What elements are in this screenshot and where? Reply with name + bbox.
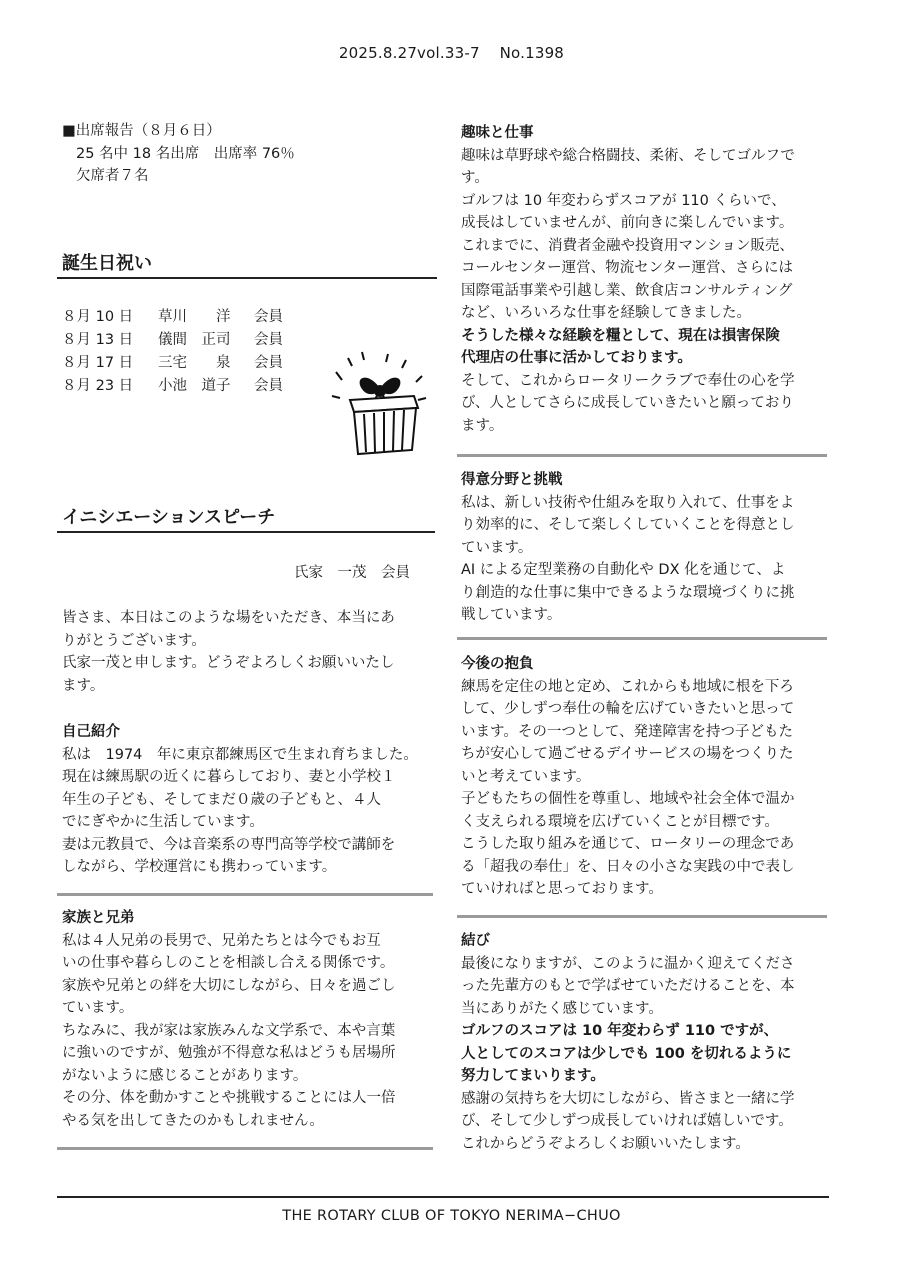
strength-line: 私は、新しい技術や仕組みを取り入れて、仕事をよ [461, 494, 795, 511]
intro-line: 皆さま、本日はこのような場をいただき、本当にあ [62, 610, 395, 626]
birthday-role: 会員 [254, 378, 283, 394]
strength-line: 戦しています。 [461, 607, 562, 623]
family-line: その分、体を動かすことや挑戦することには人一倍 [62, 1090, 396, 1106]
family-line: 家族や兄弟との絆を大切にしながら、日々を過ごし [62, 977, 396, 994]
strength-line: り創造的な仕事に集中できるような環境づくりに挑 [461, 584, 795, 601]
section-divider [457, 454, 827, 457]
aspiration-line: こうした取り組みを通じて、ロータリーの理念であ [461, 836, 795, 852]
family-heading: 家族と兄弟 [62, 910, 135, 926]
family-section [62, 907, 442, 1132]
aspiration-line: ていければと思っております。 [461, 881, 663, 897]
self-intro-line: 私は 1974 年に東京都練馬区で生まれ育ちました。 [62, 746, 418, 763]
hobby-line: これまでに、消費者金融や投資用マンション販売、 [461, 237, 794, 254]
hobby-line: び、人としてさらに成長していきたいと願っており [461, 395, 794, 411]
hobby-line: 成長はしていませんが、前向きに楽しんでいます。 [461, 215, 794, 231]
closing-bold-line: 努力してまいります。 [461, 1068, 605, 1084]
aspiration-line: る「超我の奉仕」を、日々の小さな実践の中で表し [461, 858, 795, 875]
section-divider [57, 893, 433, 896]
self-intro-line: 妻は元教員で、今は音楽系の専門高等学校で講師を [62, 836, 396, 853]
aspiration-line: います。その一つとして、発達障害を持つ子どもた [461, 723, 794, 740]
birthday-date: ８月 23 日 [62, 378, 134, 394]
section-divider [57, 1147, 433, 1150]
birthday-row [62, 375, 294, 398]
birthday-name: 儀間 正司 [158, 332, 231, 348]
issue-header [0, 44, 903, 62]
strength-line: り効率的に、そして楽しくしていくことを得意とし [461, 517, 795, 533]
section-divider [457, 915, 827, 918]
strength-line: AI による定型業務の自動化や DX 化を通じて、よ [461, 562, 786, 578]
strength-heading: 得意分野と挑戦 [461, 472, 563, 488]
hobby-line: コールセンター運営、物流センター運営、さらには [461, 260, 794, 276]
birthday-title: 誕生日祝い [62, 253, 152, 274]
closing-line: 感謝の気持ちを大切にしながら、皆さまと一緒に学 [461, 1090, 795, 1107]
hobby-heading: 趣味と仕事 [461, 125, 534, 141]
birthday-name: 草川 洋 [158, 309, 231, 325]
gift-box-icon [328, 350, 433, 460]
intro-line: ます。 [62, 677, 105, 694]
absentee-line: 欠席者７名 [76, 168, 149, 184]
aspiration-line: 練馬を定住の地と定め、これからも地域に根を下ろ [461, 678, 794, 695]
family-line: いの仕事や暮らしのことを相談し合える関係です。 [62, 955, 395, 971]
hobby-bold-line: 代理店の仕事に活かしております。 [461, 350, 692, 366]
closing-line: った先輩方のもとで学ばせていただけることを、本 [461, 978, 795, 994]
closing-line: 最後になりますが、このように温かく迎えてくださ [461, 955, 795, 972]
aspiration-line: 子どもたちの個性を尊重し、地域や社会全体で温か [461, 791, 795, 807]
birthday-date: ８月 13 日 [62, 332, 134, 348]
birthday-row [62, 306, 294, 329]
self-intro-line: 年生の子ども、そしてまだ０歳の子どもと、４人 [62, 791, 381, 808]
closing-line: これからどうぞよろしくお願いいたします。 [461, 1135, 750, 1152]
closing-section [461, 930, 841, 1155]
family-line: に強いのですが、勉強が不得意な私はどうも居場所 [62, 1045, 396, 1061]
family-line: ちなみに、我が家は家族みんな文学系で、本や言葉 [62, 1022, 396, 1039]
attendance-line: 25 名中 18 名出席 出席率 76％ [76, 145, 295, 162]
closing-bold-line: 人としてのスコアは少しでも 100 を切れるように [461, 1045, 792, 1062]
birthday-name: 三宅 泉 [158, 355, 231, 371]
birthday-list [62, 306, 294, 398]
intro-line: 氏家一茂と申します。どうぞよろしくお願いいたし [62, 655, 395, 671]
section-divider [457, 637, 827, 640]
strength-line: ています。 [461, 539, 533, 556]
issue-label: 2025.8.27vol.33-7 [338, 44, 480, 62]
attendance-title: ■出席報告（８月６日） [62, 123, 221, 139]
aspiration-line: して、少しずつ奉仕の輪を広げていきたいと思って [461, 701, 795, 717]
closing-line: 当にありがたく感じています。 [461, 1000, 663, 1017]
issue-number: No.1398 [499, 44, 565, 62]
birthday-row [62, 329, 294, 352]
birthday-title-rule [57, 277, 437, 279]
birthday-role: 会員 [254, 355, 283, 371]
footer-club-name: THE ROTARY CLUB OF TOKYO NERIMA−CHUO [282, 1208, 621, 1224]
hobby-line: など、いろいろな仕事を経験してきました。 [461, 305, 751, 321]
birthday-date: ８月 17 日 [62, 355, 134, 371]
hobby-bold-line: そうした様々な経験を糧として、現在は損害保険 [461, 327, 780, 344]
birthday-name: 小池 道子 [158, 378, 231, 394]
hobby-line: ます。 [461, 417, 504, 434]
aspiration-line: いと考えています。 [461, 768, 591, 785]
hobby-line: す。 [461, 170, 489, 186]
closing-heading: 結び [461, 933, 490, 949]
family-line: ています。 [62, 1000, 134, 1016]
birthday-date: ８月 10 日 [62, 309, 134, 325]
aspiration-line: ちが安心して過ごせるデイサービスの場をつくりた [461, 746, 794, 762]
birthday-row [62, 352, 294, 375]
hobby-line: 国際電話事業や引越し業、飲食店コンサルティング [461, 282, 793, 299]
aspiration-section [461, 653, 841, 901]
self-intro-heading: 自己紹介 [62, 724, 120, 740]
aspiration-line: く支えられる環境を広げていくことが目標です。 [461, 813, 779, 830]
footer-rule [57, 1196, 829, 1198]
hobby-line: 趣味は草野球や総合格闘技、柔術、そしてゴルフで [461, 147, 795, 164]
birthday-role: 会員 [254, 332, 283, 348]
strength-section [461, 469, 841, 627]
family-line: やる気を出してきたのかもしれません。 [62, 1112, 324, 1129]
aspiration-heading: 今後の抱負 [461, 656, 534, 672]
hobby-line: そして、これからロータリークラブで奉仕の心を学 [461, 372, 795, 389]
closing-line: び、そして少しずつ成長していければ嬉しいです。 [461, 1113, 793, 1129]
family-line: がないように感じることがあります。 [62, 1067, 308, 1084]
speech-title: イニシエーションスピーチ [62, 507, 276, 528]
closing-bold-line: ゴルフのスコアは 10 年変わらず 110 ですが、 [461, 1023, 779, 1039]
self-intro-line: でにぎやかに生活しています。 [62, 814, 264, 830]
hobby-line: ゴルフは 10 年変わらずスコアが 110 くらいで、 [461, 192, 786, 209]
family-line: 私は４人兄弟の長男で、兄弟たちとは今でもお互 [62, 932, 381, 949]
self-intro-line: しながら、学校運営にも携わっています。 [62, 859, 337, 875]
left-body [62, 607, 442, 879]
self-intro-line: 現在は練馬駅の近くに暮らしており、妻と小学校１ [62, 769, 396, 785]
birthday-role: 会員 [254, 309, 283, 325]
speech-title-rule [57, 531, 435, 533]
hobby-section [461, 122, 841, 437]
attendance-report [62, 120, 295, 188]
intro-line: りがとうございます。 [62, 632, 206, 649]
speaker-name: 氏家 一茂 会員 [294, 565, 410, 581]
